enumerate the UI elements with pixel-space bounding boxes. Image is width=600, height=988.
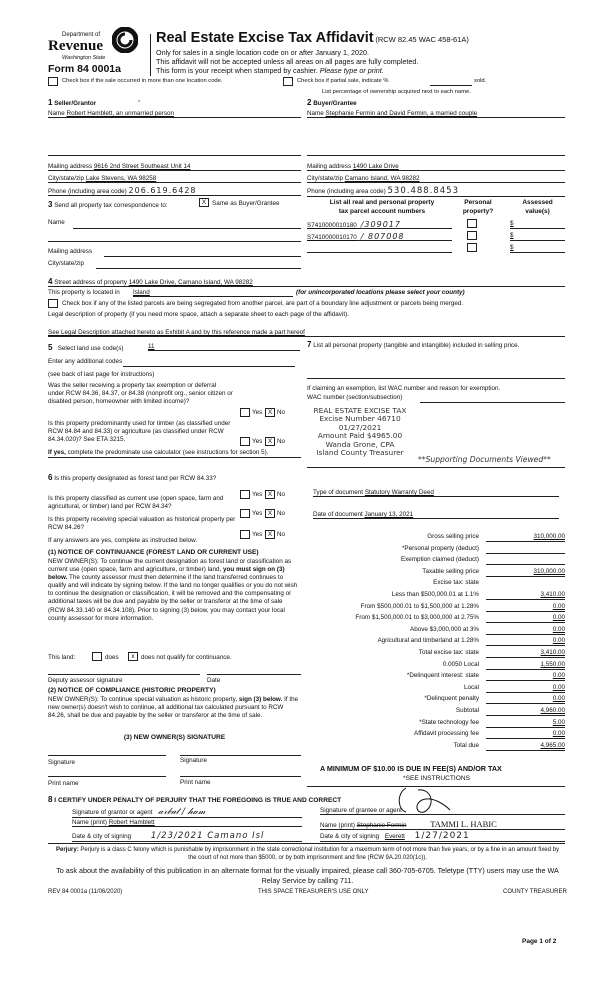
- grantor-name-field[interactable]: [72, 819, 302, 827]
- sec3-name-field[interactable]: [73, 228, 301, 229]
- forest-yes-checkbox[interactable]: [240, 490, 250, 499]
- tax-row-label: Local: [463, 683, 479, 691]
- tax-row-value[interactable]: 0.00: [486, 626, 565, 635]
- page-number: Page 1 of 2: [522, 938, 557, 945]
- t: sign (3) below.: [238, 696, 283, 703]
- current-use-yes-checkbox[interactable]: [240, 509, 250, 518]
- document-date: January 13, 2021: [364, 511, 414, 518]
- l: Island County Treasurer: [316, 448, 404, 458]
- print-name-label: Print name: [48, 780, 79, 787]
- assessed-header: [510, 199, 565, 216]
- tax-row-value[interactable]: 0.00: [486, 672, 565, 681]
- deputy-signature-field[interactable]: [48, 674, 200, 675]
- page-title: [156, 30, 469, 46]
- parcel-number-field[interactable]: [307, 220, 452, 229]
- t: List all personal property (tangible and intangible) included in selling price.: [313, 342, 520, 349]
- assessed-value-field[interactable]: $: [510, 232, 565, 241]
- label: Name: [48, 110, 65, 117]
- personal-property-label: [307, 341, 537, 350]
- section-number: 2: [307, 98, 312, 107]
- yes-label: Yes: [252, 409, 263, 416]
- tax-row: [300, 556, 565, 567]
- legal-description-field[interactable]: See Legal Description attached hereto as Exhibit A and by this reference made a part hereof: [48, 329, 565, 337]
- label: Select land use code(s): [57, 345, 124, 352]
- document-type: Statutory Warranty Deed: [364, 489, 434, 496]
- seller-heading: [48, 98, 140, 107]
- h: tax parcel account numbers: [338, 207, 426, 215]
- owner-print-2[interactable]: [180, 776, 301, 777]
- tax-row-label: Total due: [453, 741, 479, 749]
- personal-property-checkbox[interactable]: [467, 219, 477, 228]
- t: Perjury is a class C felony which is punishable by imprisonment in the state correctional institution for a maximum term of not more than five years, or by a fine in an amount fixed by the court of not more than $5000, or by both imprisonment and fine (RCW 9A.20.020(1c)).: [80, 847, 559, 861]
- label: Mailing address: [307, 163, 352, 170]
- personal-property-field[interactable]: [307, 378, 565, 379]
- seller-name-line-2[interactable]: [48, 155, 301, 156]
- title-text: Real Estate Excise Tax Affidavit: [156, 30, 374, 46]
- segregated-checkbox[interactable]: [48, 299, 58, 308]
- segregated-label: Check box if any of the listed parcels are being segregated from another parcel, are part of a boundary line adjustment or parcels being merged.: [62, 300, 464, 307]
- section-number: 1: [48, 98, 53, 107]
- buyer-mail-field[interactable]: [307, 163, 565, 171]
- unincorporated-note: (for unincorporated locations please select your county): [296, 289, 465, 296]
- seller-title: Seller/Grantor: [54, 100, 97, 107]
- date-label: Date: [207, 677, 221, 684]
- notice-continuance-heading: (1) NOTICE OF CONTINUANCE (FOREST LAND OR CURRENT USE): [48, 549, 259, 556]
- sec3-text: Send all property tax correspondence to:: [54, 202, 168, 209]
- tax-row-value[interactable]: 0.00: [486, 603, 565, 612]
- t: you must sign on (3) below.: [48, 566, 285, 582]
- seller-phone-field[interactable]: [48, 186, 301, 196]
- see-instructions-note: *SEE INSTRUCTIONS: [403, 775, 471, 782]
- exemption-yes-checkbox[interactable]: [240, 408, 250, 417]
- tax-row: [300, 626, 565, 637]
- legal-label: Legal description of property (if you need more space, attach a separate sheet to each page of the affidavit).: [48, 311, 349, 318]
- t: If the new owner(s) doesn't wish to continue, all additional tax calculated pursuant to RCW 84.26, shall be due and payable by the seller or transferor at the time of sale.: [48, 696, 299, 720]
- tax-row-label: Total excise tax: state: [418, 649, 479, 656]
- parcel-number-field[interactable]: [307, 232, 452, 241]
- parcel-number: S7410000010180: [307, 222, 357, 229]
- property-address: 1490 Lake Drive, Camano Island, WA 98282: [128, 279, 253, 286]
- tax-row-label: Exemption claimed (deduct): [400, 556, 479, 564]
- new-owner-signature-heading: (3) NEW OWNER(S) SIGNATURE: [123, 734, 226, 741]
- label: Mailing address: [48, 163, 93, 170]
- t: complete the predominate use calculator (see instructions for section 5).: [67, 449, 269, 456]
- this-land-label: This land:: [48, 654, 76, 661]
- owner-signature-1[interactable]: [48, 755, 166, 756]
- tax-row-label: Above $3,000,000 at 3%: [410, 625, 479, 633]
- type-or-print: Please type or print.: [319, 66, 384, 75]
- form-number: Form 84 0001a: [48, 63, 121, 75]
- l: Amount Paid $4965.00: [317, 431, 403, 441]
- tax-row: [300, 649, 565, 660]
- notice-compliance-text: [48, 696, 301, 720]
- sec3-city-field[interactable]: [96, 268, 301, 269]
- tax-row-value[interactable]: 0.00: [486, 637, 565, 646]
- tax-row-value[interactable]: [486, 545, 565, 554]
- no-label: No: [277, 409, 286, 416]
- tax-row-value[interactable]: 3,410.00: [486, 591, 565, 600]
- assessed-value-field[interactable]: $: [510, 244, 565, 253]
- tax-row: [300, 684, 565, 695]
- property-address-field[interactable]: [48, 277, 565, 287]
- l: Excise Number 46710: [319, 414, 401, 424]
- seller-mail: 9616 2nd Street Southeast Unit 14: [93, 163, 191, 170]
- tax-row-label: From $500,000.01 to $1,500,000 at 1.28%: [360, 602, 479, 610]
- personal-header: [453, 199, 503, 216]
- label: Name: [307, 110, 324, 117]
- tax-row: [300, 591, 565, 602]
- divider: [48, 843, 565, 844]
- t: Is this property designated as forest land per RCW 84.33?: [54, 475, 217, 482]
- tax-row: [300, 603, 565, 614]
- additional-codes-field[interactable]: [123, 366, 295, 367]
- grantee-name: Stephanie Fermin: [356, 822, 407, 829]
- if-yes: If yes,: [48, 449, 66, 456]
- section-number: 5: [48, 343, 53, 352]
- buyer-title: Buyer/Grantee: [313, 100, 357, 107]
- exemption-question: Was the seller receiving a property tax exemption or deferral under RCW 84.36, 84.37, or 84.38 (nonprofit org., senior citizen or disabled person, homeowner with limited income)?: [48, 382, 233, 406]
- dor-logo-icon: [112, 27, 138, 53]
- h: value(s): [525, 207, 550, 215]
- state-label: Washington State: [62, 55, 106, 61]
- does-not-label: does not qualify for continuance.: [141, 654, 232, 661]
- grantor-signature-field[interactable]: Signature of grantor or agent 𝒶𝓇𝒷𝓊𝓉 ∕ 𝒽𝒶𝓂: [72, 807, 302, 818]
- supporting-documents-stamp: **Supporting Documents Viewed**: [418, 455, 551, 464]
- alternate-format-note: To ask about the availability of this publication in an alternate format for the visually impaired, please call 360-705-6705. Teletype (TTY) users may use the WA Relay Service by calling 711.: [56, 866, 559, 885]
- sec3-mail-field[interactable]: [104, 256, 301, 257]
- header-line-1: Only for sales in a single location code on or after January 1, 2020.: [156, 48, 369, 57]
- tax-row-label: *Personal property (deduct): [401, 544, 479, 552]
- label: Street address of property: [54, 279, 128, 286]
- document-date-field[interactable]: [313, 511, 559, 519]
- tax-row-value[interactable]: 0.00: [486, 614, 565, 623]
- section-number: 6: [48, 473, 53, 482]
- additional-codes-label: Enter any additional codes: [48, 358, 123, 365]
- label: Signature of grantee or agent: [320, 807, 402, 814]
- tax-row: [300, 719, 565, 730]
- seller-phone: 206.619.6428: [128, 186, 197, 195]
- tax-row-label: Taxable selling price: [422, 567, 479, 575]
- section-number: 4: [48, 277, 53, 286]
- partial-sale-checkbox[interactable]: [283, 77, 293, 86]
- wac-field[interactable]: [420, 402, 565, 403]
- ownership-note: List percentage of ownership acquired next to each name.: [322, 89, 471, 95]
- tax-row-label: Agricultural and timberland at 1.28%: [377, 637, 479, 645]
- section-number: 8: [48, 795, 53, 804]
- tax-row: [300, 742, 565, 753]
- label: Signature of grantor or agent: [72, 809, 153, 816]
- tax-row-label: *Delinquent penalty: [424, 695, 479, 703]
- agent-name: TAMMI L. HABIC: [430, 819, 497, 829]
- see-back-note: (see back of last page for instructions): [48, 371, 155, 378]
- buyer-city-field[interactable]: [307, 175, 565, 183]
- grantee-signature-field[interactable]: [320, 807, 565, 815]
- no-label: No: [277, 491, 286, 498]
- if-yes-note: [48, 449, 301, 458]
- label: Name (print): [72, 819, 107, 826]
- county-treasurer-label: COUNTY TREASURER: [503, 889, 567, 895]
- h: Personal: [464, 199, 492, 206]
- multi-location-label: Check box if the sale occurred in more than one location code.: [62, 78, 223, 84]
- does-not-checkbox[interactable]: x: [128, 652, 138, 661]
- grantee-city: Everett: [384, 833, 405, 840]
- does-checkbox[interactable]: [92, 652, 102, 661]
- buyer-name-field[interactable]: [307, 110, 565, 118]
- if-any-note: If any answers are yes, complete as instructed below.: [48, 537, 198, 544]
- label: Name (print): [320, 822, 355, 829]
- signature-label: Signature: [48, 759, 75, 766]
- same-as-buyer-checkbox[interactable]: X: [199, 198, 209, 207]
- label: Phone (including area code): [307, 188, 386, 195]
- yes-label: Yes: [252, 438, 263, 445]
- buyer-city: Camano Island, WA 98282: [344, 175, 420, 182]
- tax-row-label: From $1,500,000.01 to $3,000,000 at 2.75%: [355, 614, 479, 622]
- print-name-label: Print name: [180, 779, 211, 786]
- tax-row: [300, 730, 565, 741]
- multi-location-checkbox[interactable]: [48, 77, 58, 86]
- h: List all real and personal property: [329, 199, 435, 206]
- revision-label: REV 84 0001a (11/06/2020): [48, 889, 123, 895]
- exemption-reason-field[interactable]: [307, 467, 565, 468]
- parcel-handwritten-note: / 807008: [360, 232, 405, 241]
- section-number: 7: [307, 340, 312, 349]
- dept-of-label: Department of: [62, 32, 101, 38]
- parcel-handwritten-note: /309017: [360, 220, 401, 229]
- tax-row-value[interactable]: 4,965.00: [486, 742, 565, 751]
- buyer-phone-field[interactable]: [307, 186, 565, 197]
- tax-row-label: *Delinquent interest: state: [406, 672, 479, 680]
- tax-row-value[interactable]: 3,410.00: [486, 649, 565, 658]
- notice-continuance-text: [48, 558, 301, 623]
- tax-row-value[interactable]: 310,000.00: [486, 568, 565, 577]
- l: REAL ESTATE EXCISE TAX: [313, 406, 407, 415]
- treasurer-space-label: THIS SPACE TREASURER'S USE ONLY: [258, 889, 369, 895]
- seller-mark: ”: [138, 100, 141, 107]
- label: Date & city of signing: [320, 833, 380, 840]
- tax-row-label: 0.0050 Local: [442, 660, 479, 668]
- tax-row: [300, 579, 565, 590]
- historic-no-checkbox[interactable]: X: [265, 530, 275, 539]
- seller-city-field[interactable]: [48, 175, 301, 183]
- sec3-mail-label: Mailing address: [48, 248, 93, 255]
- label: Date of document: [313, 511, 363, 518]
- assessed-value-field[interactable]: $: [510, 220, 565, 229]
- current-use-question: Is this property classified as current use (open space, farm and agricultural, or timber) land per RCW 84.34?: [48, 495, 224, 511]
- no-label: No: [277, 510, 286, 517]
- sold-label: sold.: [474, 78, 487, 84]
- tax-row: [300, 637, 565, 648]
- forest-question: [48, 474, 238, 483]
- sec3-city-label: City/state/zip: [48, 260, 85, 267]
- tax-row-value[interactable]: 4,960.00: [486, 707, 565, 716]
- personal-property-checkbox[interactable]: [467, 231, 477, 240]
- personal-property-checkbox[interactable]: [467, 243, 477, 252]
- located-label: This property is located in: [48, 289, 120, 296]
- h: property?: [462, 207, 494, 215]
- label: Type of document: [313, 489, 364, 496]
- deputy-label: Deputy assessor signature: [48, 677, 123, 684]
- tax-row-value[interactable]: [486, 556, 565, 565]
- buyer-heading: [307, 98, 357, 107]
- deputy-date-field[interactable]: [207, 674, 301, 675]
- current-use-no-checkbox[interactable]: X: [265, 509, 275, 518]
- certify-statement: [48, 795, 341, 804]
- wac-label: WAC number (section/subsection): [307, 394, 403, 401]
- timber-question: Is this property predominantly used for timber (as classified under RCW 84.84 and 84.33) or agriculture (as classified under RCW 84.34.020)? See ETA 3215.: [48, 420, 231, 444]
- grantor-date: 1/23/2021 Camano Isl: [150, 831, 265, 841]
- partial-sale-label: Check box if partial sale, indicate %: [297, 78, 389, 84]
- sec3-name-label: Name: [48, 219, 65, 226]
- tax-row-value[interactable]: 0.00: [486, 730, 565, 739]
- tax-row: [300, 545, 565, 556]
- grantee-date-field[interactable]: [320, 831, 565, 842]
- tax-row-value[interactable]: 5.00: [486, 719, 565, 728]
- historic-question: Is this property receiving special valuation as historical property per RCW 84.26?: [48, 516, 236, 532]
- tax-row-label: Gross selling price: [427, 533, 479, 540]
- minimum-due-note: A MINIMUM OF $10.00 IS DUE IN FEE(S) AND/OR TAX: [320, 764, 502, 773]
- t: The county assessor must then determine if the land transferred continues to qualify and will indicate by signing below. If the land no longer qualifies or you do not wish to continue the designation or classification, it will be removed and the compensating or additional taxes will be due and payable by the seller or transferor at the time of sale (RCW 84.33.140 or 84.34.108). Prior to signing (3) below, you may contact your local county assessor for more information.: [48, 574, 298, 622]
- label: City/state/zip: [48, 175, 85, 182]
- grantee-date: 1/27/2021: [414, 831, 470, 841]
- owner-print-1[interactable]: [48, 776, 166, 777]
- grantee-name-field[interactable]: [320, 819, 565, 830]
- buyer-name-line-2[interactable]: [307, 155, 565, 156]
- no-label: No: [277, 531, 286, 538]
- h: Assessed: [522, 199, 553, 206]
- exemption-no-checkbox[interactable]: X: [265, 408, 275, 417]
- revenue-logo-text: Revenue: [48, 38, 103, 54]
- l: 01/27/2021: [338, 422, 382, 432]
- seller-mail-field[interactable]: [48, 163, 301, 171]
- rcw-ref: (RCW 82.45 WAC 458-61A): [375, 35, 469, 44]
- same-as-buyer-label: Same as Buyer/Grantee: [212, 200, 280, 207]
- l: Wanda Grone, CPA: [325, 439, 395, 449]
- yes-label: Yes: [252, 510, 263, 517]
- tax-row: [300, 614, 565, 625]
- t: NEW OWNER(S): To continue special valuation as historic property,: [48, 696, 238, 703]
- owner-signature-2[interactable]: [180, 755, 301, 756]
- t: I CERTIFY UNDER PENALTY OF PERJURY THAT THE FOREGOING IS TRUE AND CORRECT: [54, 797, 342, 804]
- parcel-number: S7410000010170: [307, 234, 357, 241]
- notice-compliance-heading: (2) NOTICE OF COMPLIANCE (HISTORIC PROPERTY): [48, 687, 216, 694]
- tax-row-label: Subtotal: [455, 707, 479, 714]
- tax-row-value[interactable]: 0.00: [486, 695, 565, 704]
- tax-row-value[interactable]: 1,550.00: [486, 661, 565, 670]
- seller-city: Lake Stevens, WA 98258: [85, 175, 157, 182]
- seller-name-field[interactable]: [48, 110, 301, 118]
- county-field[interactable]: Island: [133, 289, 293, 297]
- grantor-date-field[interactable]: [72, 831, 302, 842]
- t: NEW OWNER(S): To continue the current designation as forest land or classification as current use (open space, farm and agriculture, or timber) land,: [48, 558, 292, 574]
- historic-yes-checkbox[interactable]: [240, 530, 250, 539]
- tax-row: [300, 568, 565, 579]
- buyer-name: Stephanie Fermin and David Fermin, a married couple: [325, 110, 478, 117]
- tax-row-label: *State technology fee: [419, 718, 479, 726]
- tax-row: [300, 695, 565, 706]
- label: Date & city of signing: [72, 833, 132, 840]
- t: Perjury:: [56, 847, 79, 853]
- tax-row-label: Less than $500,000.01 at 1.1%: [391, 591, 479, 598]
- sec3-name-line-2[interactable]: [48, 241, 301, 242]
- exemption-note: If claiming an exemption, list WAC number and reason for exemption.: [307, 385, 501, 392]
- tax-row: [300, 533, 565, 544]
- land-use-label: [48, 343, 124, 352]
- timber-no-checkbox[interactable]: X: [265, 437, 275, 446]
- yes-label: Yes: [252, 531, 263, 538]
- parcel-header: [312, 199, 452, 216]
- header-divider: [150, 34, 151, 76]
- tax-row-value[interactable]: 0.00: [486, 684, 565, 693]
- sec3-label: [48, 200, 168, 209]
- section-number: 3: [48, 200, 53, 209]
- label: Phone (including area code): [48, 188, 127, 195]
- header-line-2: This affidavit will not be accepted unless all areas on all pages are fully completed.: [156, 57, 419, 66]
- signature-label: Signature: [180, 757, 207, 764]
- document-type-field[interactable]: [313, 489, 559, 497]
- timber-yes-checkbox[interactable]: [240, 437, 250, 446]
- partial-pct-field[interactable]: [430, 85, 472, 86]
- buyer-mail: 1490 Lake Drive: [352, 163, 399, 170]
- tax-row: [300, 707, 565, 718]
- seller-name: Robert Hamblett, an unmarried person: [66, 110, 174, 117]
- tax-row-label: Excise tax: state: [433, 579, 479, 587]
- treasurer-stamp: [305, 407, 415, 457]
- tax-row: [300, 672, 565, 683]
- yes-label: Yes: [252, 491, 263, 498]
- perjury-note: [55, 846, 560, 862]
- buyer-phone: 530.488.8453: [387, 186, 459, 196]
- does-label: does: [105, 654, 119, 661]
- tax-row-value[interactable]: 310,000.00: [486, 533, 565, 542]
- tax-row-label: Affidavit processing fee: [414, 730, 479, 738]
- parcel-number-field[interactable]: [307, 244, 452, 253]
- tax-row: [300, 661, 565, 672]
- receipt-note: This form is your receipt when stamped by cashier.: [156, 66, 318, 75]
- no-label: No: [277, 438, 286, 445]
- grantor-name: Robert Hamblett: [108, 819, 155, 826]
- label: City/state/zip: [307, 175, 344, 182]
- forest-no-checkbox[interactable]: X: [265, 490, 275, 499]
- header-line-3: [156, 66, 384, 75]
- land-use-code-field[interactable]: 11: [148, 343, 300, 351]
